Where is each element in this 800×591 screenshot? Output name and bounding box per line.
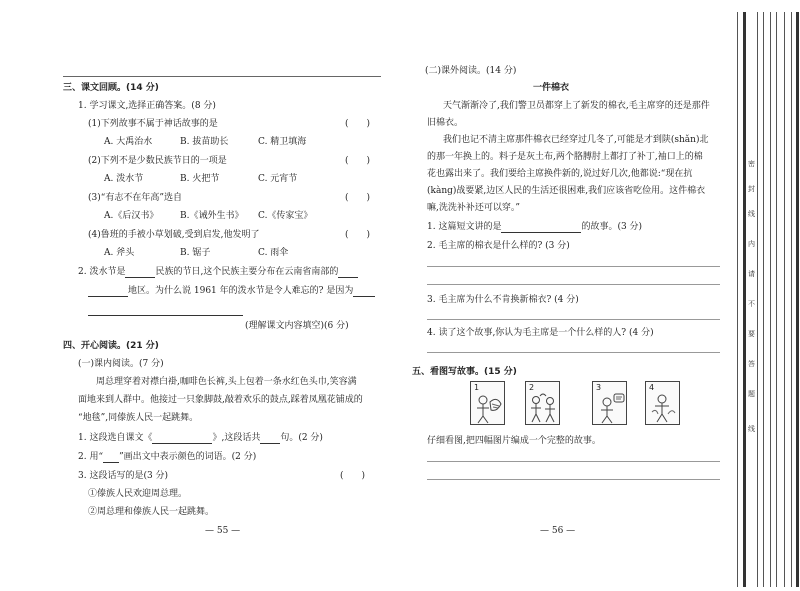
r-q1: 1. 这篇短文讲的是 的故事。(3 分) [427, 222, 643, 232]
s3-q2-line1: 2. 泼水节是 民族的节日,这个民族主要分布在云南省南部的 [78, 266, 358, 278]
margin-line [743, 12, 746, 587]
figure-sketch-icon [648, 392, 678, 424]
option[interactable]: A. 斧头 [104, 248, 135, 258]
s3-q2-hint: (理解课文内容填空)(6 分) [245, 321, 349, 331]
answer-paren[interactable]: ( ) [340, 471, 366, 481]
fill-blank[interactable] [260, 434, 280, 444]
seal-text: 答 [748, 360, 755, 368]
s4-sub2: (二)课外阅读。(14 分) [425, 66, 517, 76]
answer-line[interactable] [88, 315, 243, 316]
s4-q1: 1. 这段选自课文《 》,这段话共 句。(2 分) [78, 433, 323, 443]
fill-blank [103, 453, 119, 463]
option[interactable]: B. 拔苗助长 [180, 137, 229, 147]
seal-text: 密 [748, 160, 755, 168]
s3-q1-item2: (2)下列不是少数民族节日的一项是 [88, 156, 227, 166]
page-number: — 55 — [205, 526, 241, 536]
answer-paren[interactable]: ( ) [345, 230, 371, 240]
r-q4: 4. 读了这个故事,你认为毛主席是一个什么样的人? (4 分) [427, 328, 654, 338]
answer-line[interactable] [427, 479, 720, 480]
seal-line-label: 线 [748, 425, 755, 433]
margin-line [757, 12, 758, 587]
option[interactable]: B. 火把节 [180, 174, 220, 184]
fill-blank[interactable] [338, 268, 358, 278]
figure-sketch-icon [595, 392, 625, 424]
answer-line[interactable] [427, 319, 720, 320]
option[interactable]: A. 大禹治水 [104, 137, 153, 147]
page-number: — 56 — [540, 526, 576, 536]
fill-blank[interactable] [88, 287, 128, 297]
fill-blank[interactable] [152, 434, 212, 444]
passage-line: 我们也记不清主席那件棉衣已经穿过几冬了,可能是才到陕(shǎn)北 [443, 135, 709, 145]
option[interactable]: C.《传家宝》 [258, 211, 313, 221]
seal-text: 封 [748, 185, 755, 193]
option[interactable]: A. 泼水节 [104, 174, 144, 184]
passage-line: 嘛,洗洗补补还可以穿。” [427, 203, 520, 213]
answer-line[interactable] [427, 461, 720, 462]
margin-line [791, 12, 792, 587]
top-rule [63, 76, 381, 77]
passage-line: “地毯”,同傣族人民一起跳舞。 [78, 413, 199, 423]
margin-line [763, 12, 764, 587]
option[interactable]: B. 锯子 [180, 248, 211, 258]
section-5-instruction: 仔细看图,把四幅图片编成一个完整的故事。 [427, 436, 601, 446]
section-5-title: 五、看图写故事。(15 分) [412, 367, 517, 377]
passage-line: 的那一年换上的。料子是灰土布,两个胳膊肘上都打了补丁,袖口上的棉 [427, 152, 703, 162]
seal-text: 题 [748, 390, 755, 398]
s3-q1-item3: (3)“有志不在年高”选自 [88, 193, 182, 203]
answer-paren[interactable]: ( ) [345, 119, 371, 129]
story-title: 一件棉衣 [533, 83, 570, 93]
s3-q1-item1: (1)下列故事不属于神话故事的是 [88, 119, 218, 129]
option[interactable]: B.《诫外生书》 [180, 211, 244, 221]
fill-blank[interactable] [353, 287, 375, 297]
right-page [400, 0, 735, 591]
s4-q2: 2. 用“ ”画出文中表示颜色的词语。(2 分) [78, 452, 257, 462]
seal-text: 要 [748, 330, 755, 338]
option[interactable]: ①傣族人民欢迎周总理。 [88, 489, 188, 499]
margin-line [784, 12, 785, 587]
s3-q2-line2: 地区。为什么说 1961 年的泼水节是令人难忘的? 是因为 [88, 285, 375, 297]
passage-line: 花也露出来了。我们要给主席换件新的,说过好几次,他都说:“现在抗 [427, 169, 693, 179]
passage-line: 周总理穿着对襟白褂,咖啡色长裤,头上包着一条水红色头巾,笑容满 [96, 377, 357, 387]
story-picture-3: 3 [592, 381, 627, 425]
binding-margin [735, 0, 800, 591]
section-4-title: 四、开心阅读。(21 分) [63, 341, 159, 351]
answer-line[interactable] [427, 284, 720, 285]
seal-text: 不 [748, 300, 755, 308]
s4-sub1: (一)课内阅读。(7 分) [78, 359, 164, 369]
seal-text: 内 [748, 240, 755, 248]
margin-line [796, 12, 799, 587]
seal-text: 线 [748, 210, 755, 218]
margin-line [770, 12, 771, 587]
r-q3: 3. 毛主席为什么不肯换新棉衣? (4 分) [427, 295, 579, 305]
s4-q3: 3. 这段话写的是(3 分) [78, 471, 169, 481]
figure-sketch-icon [473, 392, 503, 424]
margin-line [737, 12, 738, 587]
margin-line [776, 12, 777, 587]
r-q2: 2. 毛主席的棉衣是什么样的? (3 分) [427, 241, 570, 251]
story-picture-1: 1 [470, 381, 505, 425]
option[interactable]: C. 元宵节 [258, 174, 298, 184]
section-3-title: 三、课文回顾。(14 分) [63, 83, 159, 93]
passage-line: (kàng)战要紧,边区人民的生活还很困难,我们应该省吃俭用。这件棉衣 [427, 186, 706, 196]
answer-paren[interactable]: ( ) [345, 193, 371, 203]
option[interactable]: C. 雨伞 [258, 248, 289, 258]
fill-blank[interactable] [125, 268, 155, 278]
answer-paren[interactable]: ( ) [345, 156, 371, 166]
figure-sketch-icon [528, 392, 558, 424]
seal-text: 请 [748, 270, 755, 278]
s3-q1-stem: 1. 学习课文,选择正确答案。(8 分) [78, 101, 216, 111]
story-picture-2: 2 [525, 381, 560, 425]
answer-line[interactable] [427, 352, 720, 353]
passage-line: 旧棉衣。 [427, 118, 464, 128]
fill-blank[interactable] [501, 223, 581, 233]
story-picture-4: 4 [645, 381, 680, 425]
option[interactable]: C. 精卫填海 [258, 137, 307, 147]
option[interactable]: A.《后汉书》 [104, 211, 159, 221]
s3-q1-item4: (4)鲁班的手被小草划破,受到启发,他发明了 [88, 230, 260, 240]
passage-line: 天气渐渐冷了,我们警卫员都穿上了新发的棉衣,毛主席穿的还是那件 [443, 101, 710, 111]
answer-line[interactable] [427, 266, 720, 267]
option[interactable]: ②周总理和傣族人民一起跳舞。 [88, 507, 215, 517]
passage-line: 面地来到人群中。他接过一只象脚鼓,敲着欢乐的鼓点,踩着凤凰花铺成的 [78, 395, 363, 405]
